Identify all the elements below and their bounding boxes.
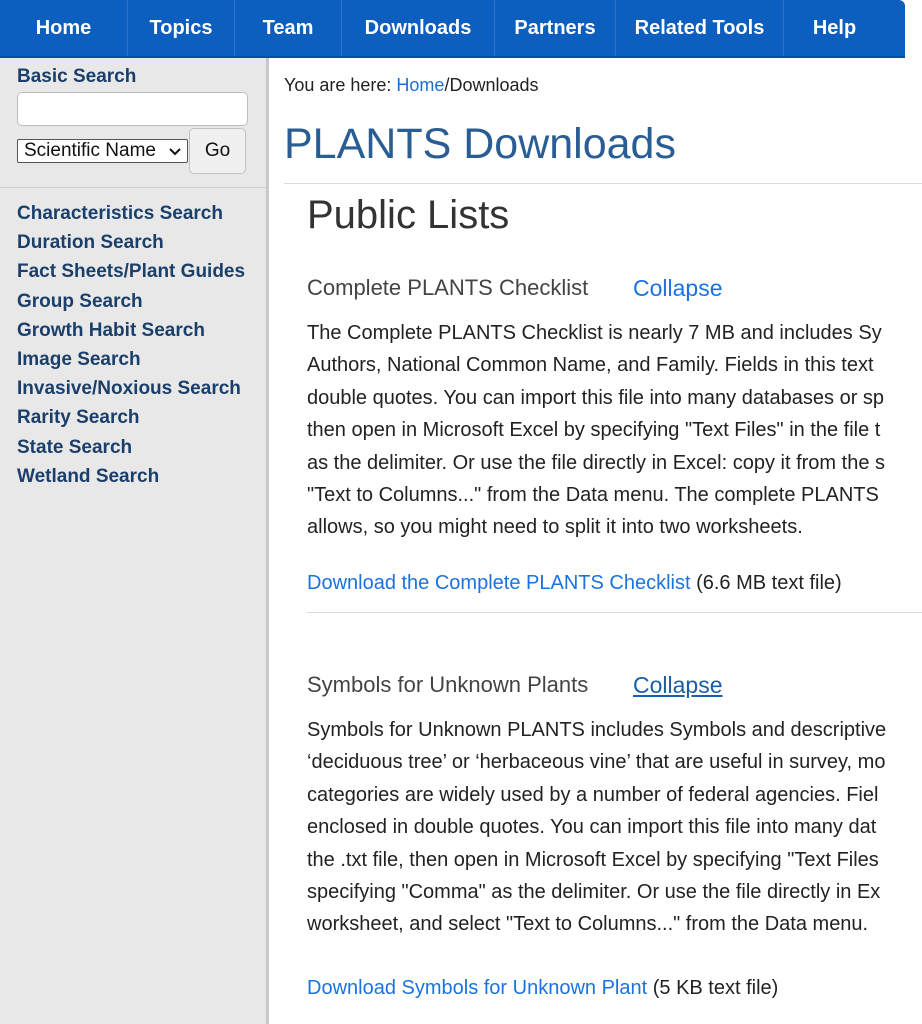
- unknown-plants-download-info: (5 KB text file): [647, 977, 779, 999]
- sidebar-link-state-search[interactable]: State Search: [17, 436, 133, 458]
- sidebar-link-growth-habit-search[interactable]: Growth Habit Search: [17, 319, 205, 341]
- search-type-selected: Scientific Name: [24, 140, 156, 161]
- checklist-collapse-link[interactable]: Collapse: [633, 275, 723, 301]
- sidebar-link-rarity-search[interactable]: Rarity Search: [17, 407, 140, 429]
- unknown-plants-download-line: [307, 977, 778, 1000]
- sidebar: [0, 58, 269, 1024]
- section-divider: [307, 612, 922, 613]
- text-line: Symbols for Unknown PLANTS includes Symbols and descriptive: [307, 719, 887, 741]
- breadcrumb-home-link[interactable]: Home: [396, 75, 445, 95]
- text-line: enclosed in double quotes. You can import this file into many dat: [307, 816, 877, 839]
- nav-topics[interactable]: Topics: [128, 0, 235, 56]
- unknown-plants-download-link[interactable]: Download Symbols for Unknown Plant: [307, 977, 648, 999]
- breadcrumb-separator: /: [444, 75, 450, 95]
- text-line: the .txt file, then open in Microsoft Excel by specifying "Text Files: [307, 848, 879, 871]
- text-line: Authors, National Common Name, and Family. Fields in this text: [307, 354, 874, 377]
- text-line: allows, so you might need to split it into two worksheets.: [307, 516, 803, 539]
- chevron-down-icon: [169, 141, 181, 164]
- checklist-heading: Complete PLANTS Checklist: [307, 275, 589, 300]
- nav-related-tools[interactable]: Related Tools: [616, 0, 784, 56]
- text-line: then open in Microsoft Excel by specifying "Text Files" in the file t: [307, 419, 881, 442]
- nav-team[interactable]: Team: [235, 0, 342, 56]
- sidebar-links: [17, 201, 245, 493]
- title-divider: [284, 183, 922, 184]
- basic-search-title: Basic Search: [17, 66, 137, 87]
- go-button[interactable]: Go: [189, 128, 246, 174]
- text-line: specifying "Comma" as the delimiter. Or use the file directly in Ex: [307, 881, 881, 904]
- text-line: "Text to Columns..." from the Data menu. The complete PLANTS: [307, 484, 879, 507]
- sidebar-link-fact-sheets[interactable]: Fact Sheets/Plant Guides: [17, 261, 246, 283]
- text-line: The Complete PLANTS Checklist is nearly 7 MB and includes Sy: [307, 322, 882, 344]
- search-type-select[interactable]: [17, 139, 188, 163]
- sidebar-divider: [0, 187, 266, 188]
- text-line: categories are widely used by a number of federal agencies. Fiel: [307, 783, 879, 806]
- checklist-download-info: (6.6 MB text file): [690, 572, 842, 594]
- section-title: Public Lists: [307, 193, 510, 237]
- breadcrumb-prefix: You are here:: [284, 75, 397, 95]
- checklist-download-line: [307, 572, 842, 595]
- sidebar-link-invasive-noxious-search[interactable]: Invasive/Noxious Search: [17, 378, 241, 400]
- unknown-plants-heading: Symbols for Unknown Plants: [307, 672, 589, 697]
- search-input[interactable]: [17, 92, 248, 126]
- nav-home[interactable]: Home: [0, 0, 128, 56]
- main-content: [284, 58, 922, 1024]
- nav-help[interactable]: Help: [812, 16, 857, 39]
- checklist-download-link[interactable]: Download the Complete PLANTS Checklist: [307, 572, 691, 594]
- nav-partners[interactable]: Partners: [495, 0, 616, 56]
- sidebar-link-image-search[interactable]: Image Search: [17, 348, 141, 370]
- text-line: as the delimiter. Or use the file directly in Excel: copy it from the s: [307, 451, 886, 474]
- page-title: PLANTS Downloads: [284, 120, 676, 168]
- breadcrumb-current: Downloads: [449, 75, 539, 95]
- text-line: double quotes. You can import this file into many databases or sp: [307, 386, 885, 409]
- text-line: ‘deciduous tree’ or ‘herbaceous vine’ that are useful in survey, mo: [307, 751, 886, 774]
- sidebar-link-wetland-search[interactable]: Wetland Search: [17, 465, 160, 487]
- sidebar-link-group-search[interactable]: Group Search: [17, 290, 143, 312]
- sidebar-link-characteristics-search[interactable]: Characteristics Search: [17, 203, 223, 224]
- nav-downloads[interactable]: Downloads: [342, 0, 495, 56]
- nav-edge: [905, 0, 922, 58]
- breadcrumb: [284, 75, 539, 96]
- sidebar-link-duration-search[interactable]: Duration Search: [17, 232, 164, 254]
- text-line: worksheet, and select "Text to Columns..." from the Data menu.: [307, 913, 869, 936]
- top-navigation: [0, 0, 905, 58]
- checklist-description: [307, 317, 922, 544]
- unknown-plants-description: [307, 714, 922, 941]
- unknown-plants-collapse-link[interactable]: Collapse: [633, 672, 723, 698]
